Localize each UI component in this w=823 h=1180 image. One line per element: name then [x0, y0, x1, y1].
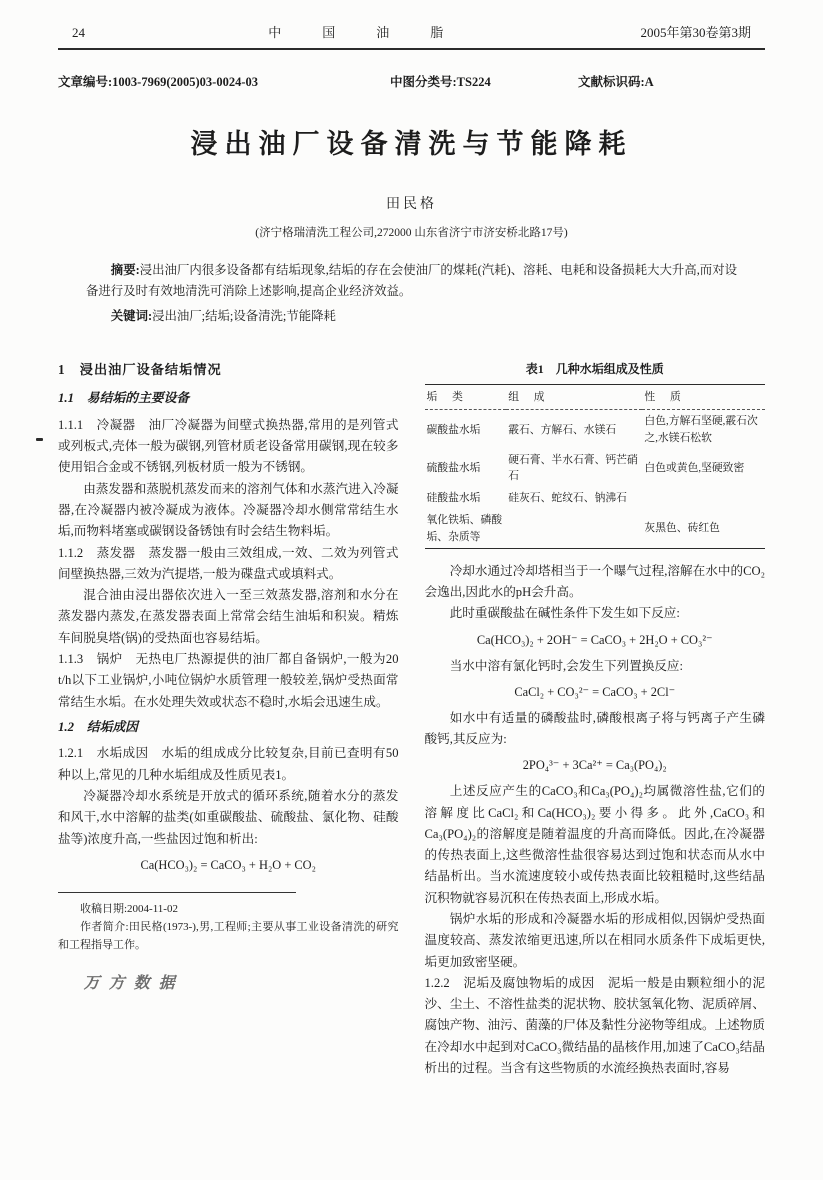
paragraph-1-1-1-text: 油厂冷凝器为间壁式换热器,常用的是列管式或列板式,壳体一般为碳钢,列管材质老设备常用碳钢,现在较多使用铝合金或不锈钢,列板材质一般为不锈钢。 [58, 417, 399, 475]
subsection-heading-1-2: 1.2 结垢成因 [58, 719, 138, 734]
paragraph-1-1-3-label: 1.1.3 锅炉 [58, 652, 123, 667]
subsection-heading-1-1: 1.1 易结垢的主要设备 [58, 391, 190, 406]
column-header-scale-type: 垢 类 [425, 385, 507, 410]
formula-bicarbonate-decomposition: Ca(HCO₃)₂ = CaCO₃ + H₂O + CO₂ [140, 857, 316, 872]
paragraph-1-1-2-text: 蒸发器一般由三效组成,一效、二效为列管式间壁换热器,三效为汽提塔,一般为碟盘式或填料式。 [58, 545, 399, 581]
issue-info: 2005年第30卷第3期 [640, 25, 751, 40]
cell-composition: 硬石膏、半水石膏、钙芒硝石 [508, 453, 638, 482]
paragraph-1-1-1 [58, 415, 399, 479]
keywords-text: 浸出油厂;结垢;设备清洗;节能降耗 [152, 308, 336, 323]
paragraph-aeration: 冷却水通过冷却塔相当于一个曝气过程,溶解在水中的CO₂会逸出,因此水的pH会升高。 [424, 563, 765, 600]
paragraph-1-1-1-label: 1.1.1 冷凝器 [58, 417, 136, 432]
abstract-text: 浸出油厂内很多设备都有结垢现象,结垢的存在会使油厂的煤耗(汽耗)、溶耗、电耗和设备损耗大大升高,而对设备进行及时有效地清洗可消除上述影响,提高企业经济效益。 [86, 263, 737, 299]
section-heading-1: 1 浸出油厂设备结垢情况 [58, 361, 222, 377]
column-header-property: 性 质 [642, 385, 765, 410]
scan-margin-mark [36, 438, 43, 441]
received-date: 收稿日期:2004-11-02 [80, 902, 178, 915]
cell-scale-type: 硫酸盐水垢 [426, 461, 481, 474]
right-column [425, 359, 766, 1079]
paragraph-solubility: 上述反应产生的CaCO₃和Ca₃(PO₄)₂均属微溶性盐,它们的溶解度比CaCl₂和Ca(HCO₃)₂要小得多。此外,CaCO₃和Ca₃(PO₄)₂的溶解度是随着温度的升高而降低。因此,在冷凝器的传热表面上,这些微溶性盐很容易达到过饱和状态而从水中结晶析出。当水流速度较小或传热表面比较粗糙时,这些结晶沉积物就容易沉积在传热表面上,形成水垢。 [424, 784, 765, 905]
running-head [58, 22, 765, 50]
table-row [425, 487, 766, 509]
paragraph-boiler-scale: 锅炉水垢的形成和冷凝器水垢的形成相似,因锅炉受热面温度较高、蒸发浓缩更迅速,所以在相同水质条件下成垢更快,垢更加致密坚硬。 [424, 911, 765, 969]
clc-number: 中图分类号:TS224 [390, 75, 491, 89]
left-column [58, 359, 399, 1079]
paragraph-1-1-3-text: 无热电厂热源提供的油厂都自备锅炉,一般为20 t/h以下工业锅炉,小吨位锅炉水质管理一般较差,锅炉受热面常常结生水垢。在水处理失效或状态不稳时,水垢会迅速生成。 [58, 652, 399, 709]
body-columns [58, 359, 765, 1079]
paragraph-1-2-1-label: 1.2.1 水垢成因 [58, 746, 149, 761]
journal-title: 中 国 油 脂 [268, 25, 458, 40]
paragraph-1-2-2-label: 1.2.2 泥垢及腐蚀物垢的成因 [424, 975, 595, 990]
paragraph-1-1-2-label: 1.1.2 蒸发器 [58, 545, 136, 560]
paragraph-1-2-2 [425, 973, 766, 1079]
cell-scale-type: 氧化铁垢、磷酸垢、杂质等 [426, 514, 503, 543]
paragraph-condenser-fouling: 由蒸发器和蒸脱机蒸发而来的溶剂气体和水蒸汽进入冷凝器,在冷凝器内被冷凝成为液体。冷凝器冷却水侧常常结生水垢,而物料堵塞或碳钢设备锈蚀有时会结生物料垢。 [58, 481, 399, 539]
paragraph-reaction-intro: 此时重碳酸盐在碱性条件下发生如下反应: [449, 606, 680, 621]
paragraph-1-1-2 [58, 543, 399, 586]
cell-property: 白色或黄色,坚硬致密 [644, 461, 745, 474]
author-name: 田民格 [386, 197, 437, 212]
column-header-composition: 组 成 [506, 385, 642, 410]
paragraph-1-2-2-text: 泥垢一般是由颗粒细小的泥沙、尘土、不溶性盐类的泥状物、胶状氢氧化物、泥质碎屑、腐蚀产物、油污、菌藻的尸体及黏性分泌物等组成。上述物质在冷却水中起到对CaCO₃微结晶的晶核作用,加速了CaCO₃结晶析出的过程。当含有这些物质的水流经换热表面时,容易 [424, 975, 766, 1075]
paragraph-cooling-system: 冷凝器冷却水系统是开放式的循环系统,随着水分的蒸发和风干,水中溶解的盐类(如重碳酸盐、硫酸盐、氯化物、硅酸盐等)浓度升高,一些盐因过饱和析出: [58, 789, 399, 846]
formula-displacement-reaction: CaCl₂ + CO₃²⁻ = CaCO₃ + 2Cl⁻ [514, 684, 676, 699]
paragraph-evaporator-fouling: 混合油由浸出器依次进入一至三效蒸发器,溶剂和水分在蒸发器内蒸发,在蒸发器表面上常常会结生油垢和积炭。精炼车间脱臭塔(锅)的受热面也容易结垢。 [58, 588, 399, 645]
table-row [425, 509, 766, 548]
paragraph-cacl2-intro: 当水中溶有氯化钙时,会发生下列置换反应: [449, 658, 684, 673]
keywords-label: 关键词: [110, 308, 153, 323]
cell-composition: 硅灰石、蛇纹石、钠沸石 [508, 492, 627, 505]
wanfang-watermark: 万方数据 [83, 975, 184, 993]
cell-property: 灰黑色、砖红色 [644, 522, 720, 535]
cell-scale-type: 硅酸盐水垢 [426, 492, 481, 505]
table-row [425, 410, 766, 449]
table-row [425, 449, 766, 487]
paragraph-1-1-3 [58, 649, 399, 713]
cell-property [642, 487, 765, 509]
table-1 [425, 384, 766, 549]
paragraph-1-2-1 [58, 743, 399, 786]
document-code: 文献标识码:A [578, 75, 654, 89]
article-meta-line [58, 72, 765, 90]
footnote-rule [58, 892, 296, 893]
author-bio: 作者简介:田民格(1973-),男,工程师;主要从事工业设备清洗的研究和工程指导工作。 [58, 920, 399, 952]
keywords [86, 306, 737, 327]
abstract [86, 260, 737, 303]
abstract-label: 摘要: [110, 263, 140, 277]
cell-composition: 霰石、方解石、水镁石 [508, 423, 617, 436]
formula-phosphate-reaction: 2PO₄³⁻ + 3Ca²⁺ = Ca₃(PO₄)₂ [522, 758, 667, 773]
table-header-row [425, 385, 766, 410]
cell-property: 白色,方解石坚硬,霰石次之,水镁石松软 [644, 415, 758, 444]
cell-scale-type: 碳酸盐水垢 [426, 423, 481, 436]
page-number: 24 [72, 25, 85, 40]
formula-alkaline-reaction: Ca(HCO₃)₂ + 2OH⁻ = CaCO₃ + 2H₂O + CO₃²⁻ [476, 632, 713, 647]
paragraph-phosphate-intro: 如水中有适量的磷酸盐时,磷酸根离子将与钙离子产生磷酸钙,其反应为: [424, 710, 765, 747]
article-number: 文章编号:1003-7969(2005)03-0024-03 [58, 75, 258, 89]
author-affiliation: (济宁格瑞清洗工程公司,272000 山东省济宁市济安桥北路17号) [255, 227, 568, 239]
paragraph-1-2-1-text: 水垢的组成成分比较复杂,目前已查明有50种以上,常见的几种水垢组成及性质见表1。 [58, 746, 399, 782]
article-title: 浸出油厂设备清洗与节能降耗 [190, 129, 633, 159]
table-1-caption: 表1 几种水垢组成及性质 [525, 361, 664, 376]
cell-composition [506, 509, 642, 548]
